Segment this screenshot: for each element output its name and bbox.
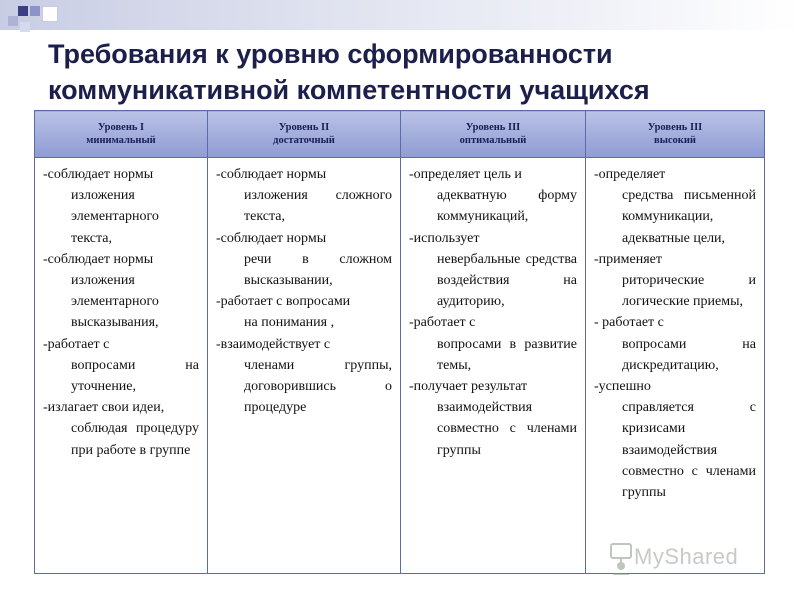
cell-level-1 <box>35 158 208 574</box>
item-rest: вопросами на уточнение, <box>71 357 199 395</box>
item-first: -соблюдает нормы <box>43 251 154 267</box>
watermark-text: MyShared <box>634 544 739 569</box>
cell-level-3-high <box>586 158 765 574</box>
list-item <box>43 164 199 249</box>
item-rest: взаимодействия совместно с членами группы <box>437 400 577 458</box>
item-first: -излагает свои идеи, <box>43 400 165 416</box>
table-header-row <box>35 111 765 158</box>
item-rest: риторические и логические приемы, <box>622 273 756 310</box>
item-rest: изложения сложного текста, <box>244 188 392 225</box>
item-first: - работает с <box>594 315 664 331</box>
header-label: Уровень III <box>465 122 521 133</box>
page-title <box>48 36 788 108</box>
header-label: Уровень III <box>647 122 703 133</box>
list-item <box>216 164 392 228</box>
requirements-table <box>34 110 765 574</box>
list-item <box>43 249 199 334</box>
item-first: -определяет цель и <box>409 167 522 182</box>
top-gradient-bar <box>0 0 800 30</box>
item-first: -получает результат <box>409 379 528 395</box>
item-rest: справляется с кризисами взаимодействия совместно с членами группы <box>622 400 756 501</box>
cell-level-2 <box>208 158 401 574</box>
header-level-1 <box>35 111 208 158</box>
header-level-2 <box>208 111 401 158</box>
decor-square <box>20 22 30 32</box>
item-rest: изложения элементарного текста, <box>71 188 159 246</box>
item-rest: речи в сложном высказывании, <box>244 251 392 289</box>
decor-square <box>8 16 18 26</box>
page-title-line: коммуникативной компетентности учащихся <box>48 75 650 105</box>
list-item <box>216 228 392 292</box>
list-item <box>216 334 392 419</box>
list-item <box>43 334 199 398</box>
item-first: -использует <box>409 230 480 246</box>
list-item <box>409 228 577 313</box>
item-first: -применяет <box>594 251 662 267</box>
header-level-3-optimal <box>401 111 586 158</box>
requirements-table-wrapper <box>34 110 764 574</box>
item-first: -работает с вопросами <box>216 294 351 310</box>
list-item <box>216 291 392 333</box>
decor-square <box>30 6 40 16</box>
item-rest: невербальные средства воздействия на аудиторию, <box>437 251 577 310</box>
decor-square <box>18 6 28 16</box>
list-item <box>409 312 577 376</box>
watermark-logo-icon <box>608 542 634 576</box>
list-item <box>594 376 756 503</box>
item-first: -взаимодействует с <box>216 336 331 352</box>
item-first: -соблюдает нормы <box>216 167 327 182</box>
item-first: -успешно <box>594 379 651 395</box>
list-item <box>409 376 577 461</box>
item-first: -соблюдает нормы <box>43 167 154 182</box>
item-rest: изложения элементарного высказывания, <box>71 273 159 331</box>
item-rest: вопросами на дискредитацию, <box>622 336 756 373</box>
item-rest: соблюдая процедуру при работе в группе <box>71 421 199 458</box>
list-item <box>43 397 199 461</box>
item-first: -определяет <box>594 167 666 182</box>
header-sublabel: минимальный <box>86 135 156 146</box>
table-row <box>35 158 765 574</box>
cell-level-3-optimal <box>401 158 586 574</box>
header-sublabel: высокий <box>654 135 696 146</box>
item-first: -соблюдает нормы <box>216 230 327 246</box>
decor-square <box>42 6 58 22</box>
page-title-line: Требования к уровню сформированности <box>48 39 613 69</box>
header-label: Уровень I <box>97 122 145 133</box>
item-first: -работает с <box>43 336 110 352</box>
list-item <box>594 312 756 376</box>
item-rest: адекватную форму коммуникаций, <box>437 188 577 225</box>
item-rest: членами группы, договорившись о процедуре <box>244 357 392 416</box>
item-rest: на понимания , <box>244 315 335 331</box>
header-sublabel: оптимальный <box>459 135 527 146</box>
header-sublabel: достаточный <box>273 135 335 146</box>
list-item <box>594 164 756 249</box>
header-label: Уровень II <box>278 122 330 133</box>
item-rest: средства письменной коммуникации, адекватные цели, <box>622 188 756 246</box>
item-first: -работает с <box>409 315 476 331</box>
header-level-3-high <box>586 111 765 158</box>
watermark <box>608 540 768 580</box>
list-item <box>594 249 756 313</box>
list-item <box>409 164 577 228</box>
item-rest: вопросами в развитие темы, <box>437 336 577 373</box>
